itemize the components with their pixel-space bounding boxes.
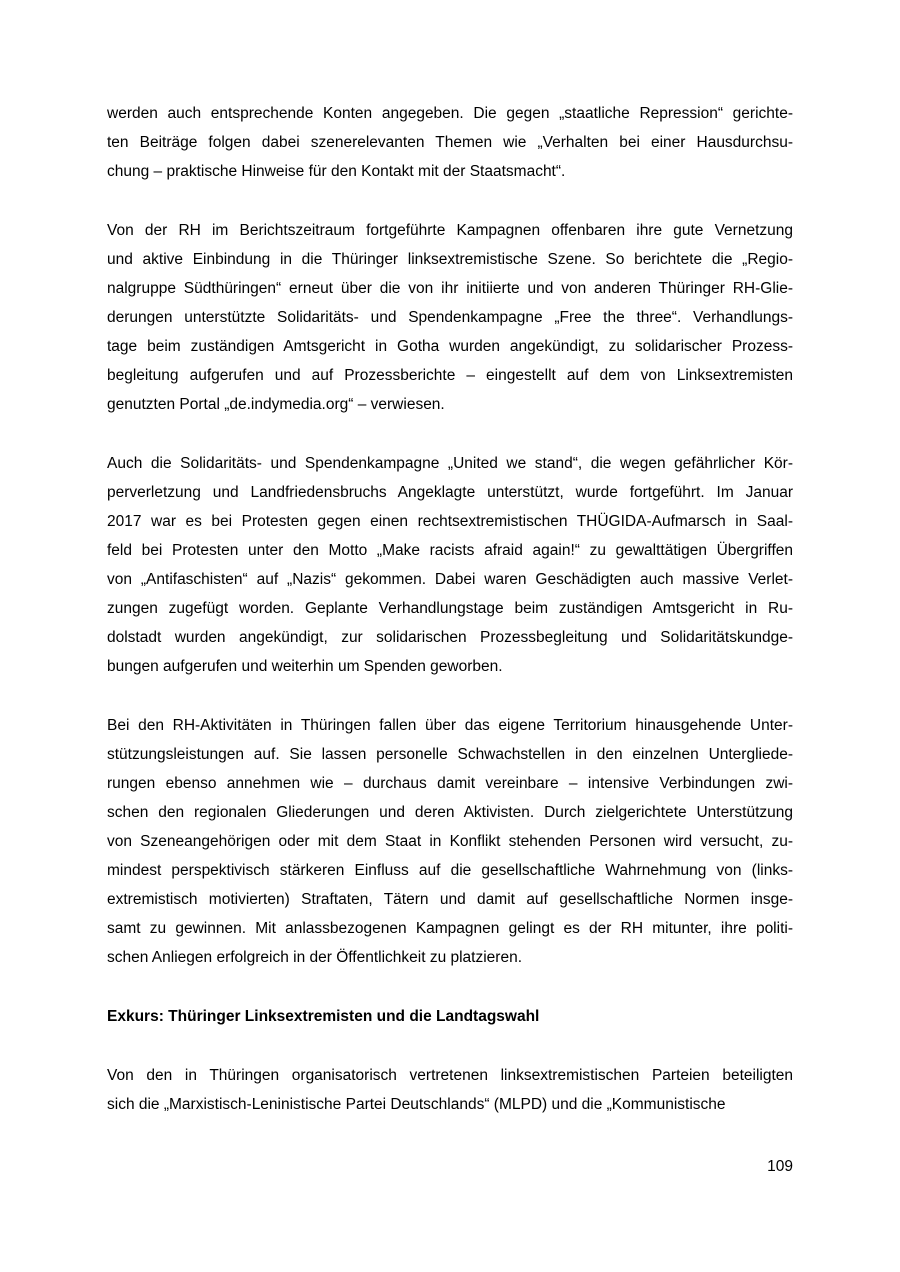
paragraph — [107, 1061, 793, 1119]
text-line: Von der RH im Berichtszeitraum fortgeführte Kampagnen offenbaren ihre gute Vernetzung — [107, 222, 793, 239]
text-line: Von den in Thüringen organisatorisch vertretenen linksextremistischen Parteien beteiligten — [107, 1067, 793, 1084]
text-line: Auch die Solidaritäts- und Spendenkampagne „United we stand“, die wegen gefährlicher Kör- — [107, 455, 793, 472]
text-line: dolstadt wurden angekündigt, zur solidarischen Prozessbegleitung und Solidaritätskundge- — [107, 629, 793, 646]
paragraph — [107, 99, 793, 186]
text-line: von „Antifaschisten“ auf „Nazis“ gekommen. Dabei waren Geschädigten auch massive Verlet- — [107, 571, 793, 588]
text-line: derungen unterstützte Solidaritäts- und Spendenkampagne „Free the three“. Verhandlungs- — [107, 309, 793, 326]
text-line: sich die „Marxistisch-Leninistische Partei Deutschlands“ (MLPD) und die „Kommunistische — [107, 1096, 726, 1113]
text-column — [107, 99, 793, 1149]
text-line: schen Anliegen erfolgreich in der Öffentlichkeit zu platzieren. — [107, 949, 523, 966]
text-line: zungen zugefügt worden. Geplante Verhandlungstage beim zuständigen Amtsgericht in Ru- — [107, 600, 793, 617]
text-line: schen den regionalen Gliederungen und deren Aktivisten. Durch zielgerichtete Unterstützung — [107, 804, 793, 821]
text-line: von Szeneangehörigen oder mit dem Staat in Konflikt stehenden Personen wird versucht, zu- — [107, 833, 793, 850]
text-line: 2017 war es bei Protesten gegen einen rechtsextremistischen THÜGIDA-Aufmarsch in Saal- — [107, 513, 793, 530]
text-line: werden auch entsprechende Konten angegeben. Die gegen „staatliche Repression“ gerichte- — [107, 105, 793, 122]
text-line: stützungsleistungen auf. Sie lassen personelle Schwachstellen in den einzelnen Untergliede- — [107, 746, 793, 763]
heading-line: Exkurs: Thüringer Linksextremisten und die Landtagswahl — [107, 1008, 540, 1025]
section-heading — [107, 1002, 793, 1031]
text-line: feld bei Protesten unter den Motto „Make racists afraid again!“ zu gewalttätigen Übergriffen — [107, 542, 793, 559]
text-line: rungen ebenso annehmen wie – durchaus damit vereinbare – intensive Verbindungen zwi- — [107, 775, 793, 792]
text-line: nalgruppe Südthüringen“ erneut über die von ihr initiierte und von anderen Thüringer RH-Glie- — [107, 280, 793, 297]
text-line: Bei den RH-Aktivitäten in Thüringen fallen über das eigene Territorium hinausgehende Unter- — [107, 717, 793, 734]
text-line: extremistisch motivierten) Straftaten, Tätern und damit auf gesellschaftliche Normen insge- — [107, 891, 793, 908]
text-line: und aktive Einbindung in die Thüringer linksextremistische Szene. So berichtete die „Regio- — [107, 251, 793, 268]
text-line: chung – praktische Hinweise für den Kontakt mit der Staatsmacht“. — [107, 163, 566, 180]
text-line: ten Beiträge folgen dabei szenerelevanten Themen wie „Verhalten bei einer Hausdurchsu- — [107, 134, 793, 151]
text-line: perverletzung und Landfriedensbruchs Angeklagte unterstützt, wurde fortgeführt. Im Januar — [107, 484, 793, 501]
paragraph — [107, 711, 793, 972]
paragraph — [107, 216, 793, 419]
text-line: tage beim zuständigen Amtsgericht in Gotha wurden angekündigt, zu solidarischer Prozess- — [107, 338, 793, 355]
page-number: 109 — [767, 1158, 793, 1175]
text-line: bungen aufgerufen und weiterhin um Spenden geworben. — [107, 658, 503, 675]
paragraph — [107, 449, 793, 681]
text-line: mindest perspektivisch stärkeren Einfluss auf die gesellschaftliche Wahrnehmung von (links- — [107, 862, 793, 879]
text-line: begleitung aufgerufen und auf Prozessberichte – eingestellt auf dem von Linksextremisten — [107, 367, 793, 384]
text-line: samt zu gewinnen. Mit anlassbezogenen Kampagnen gelingt es der RH mitunter, ihre politi- — [107, 920, 793, 937]
text-line: genutzten Portal „de.indymedia.org“ – verwiesen. — [107, 396, 445, 413]
